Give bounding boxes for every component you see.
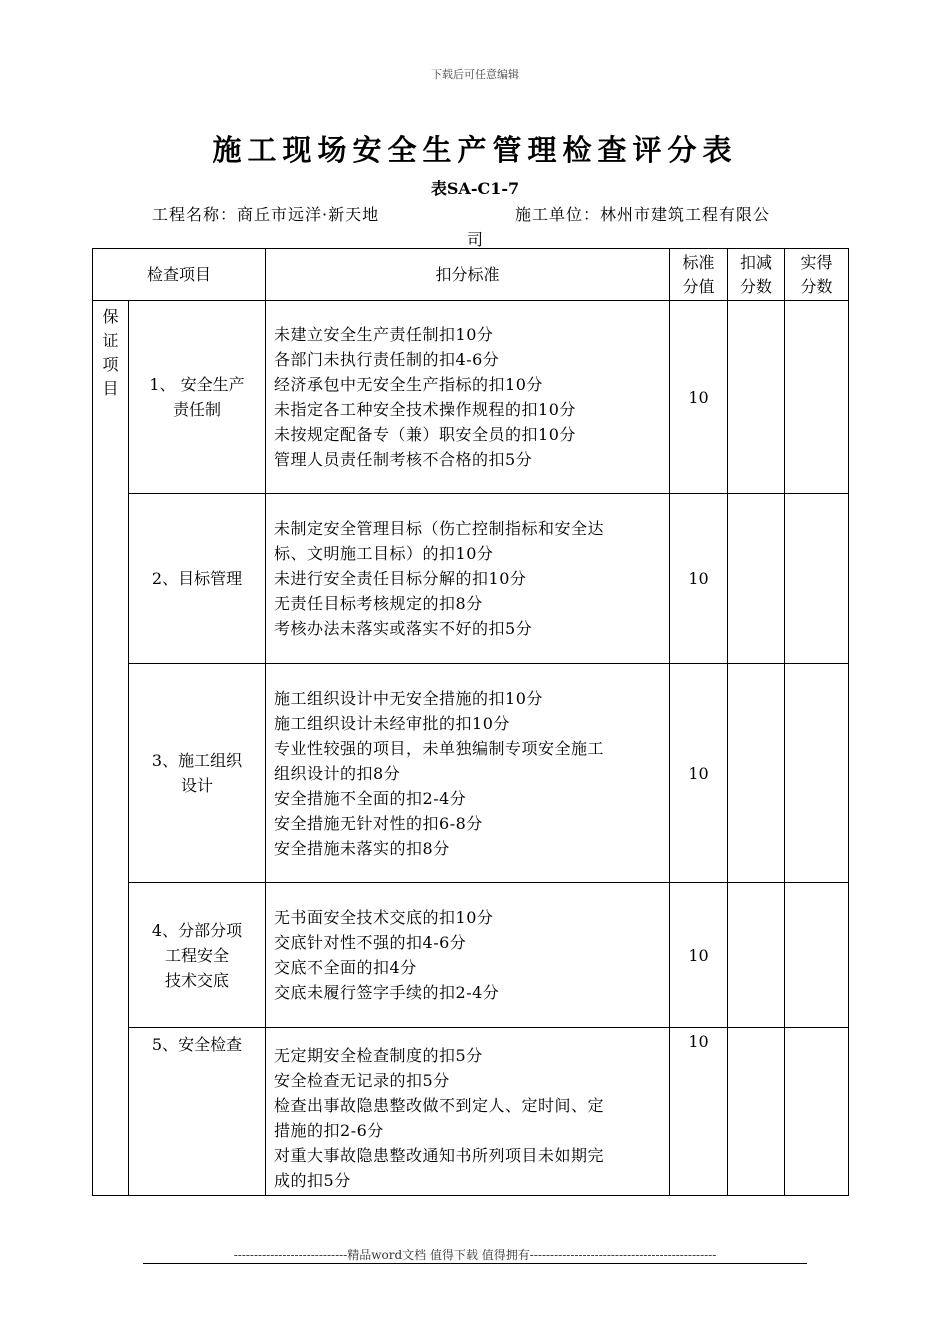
table-row bbox=[93, 883, 849, 1028]
item-line: 设计 bbox=[181, 776, 214, 795]
criteria-line: 措施的扣2-6分 bbox=[274, 1121, 384, 1140]
criteria-line: 未指定各工种安全技术操作规程的扣10分 bbox=[274, 400, 576, 419]
item-cell bbox=[129, 1028, 266, 1196]
criteria-line: 组织设计的扣8分 bbox=[274, 763, 401, 783]
criteria-cell bbox=[266, 1028, 670, 1196]
criteria-line: 专业性较强的项目，未单独编制专项安全施工 bbox=[274, 738, 605, 758]
deduct-score-cell[interactable] bbox=[728, 883, 785, 1028]
item-cell bbox=[129, 494, 266, 664]
category-cell bbox=[93, 301, 129, 1196]
criteria-line: 施工组织设计未经审批的扣10分 bbox=[274, 713, 510, 733]
item-cell bbox=[129, 883, 266, 1028]
actual-score-cell[interactable] bbox=[785, 1028, 849, 1196]
criteria-line: 未建立安全生产责任制扣10分 bbox=[274, 325, 494, 344]
criteria-line: 各部门未执行责任制的扣4-6分 bbox=[274, 350, 500, 369]
criteria-line: 未制定安全管理目标（伤亡控制指标和安全达 bbox=[274, 519, 605, 538]
actual-score-cell[interactable] bbox=[785, 664, 849, 883]
criteria-line: 安全措施不全面的扣2-4分 bbox=[274, 788, 467, 808]
header-standard bbox=[670, 249, 728, 301]
criteria-line: 未按规定配备专（兼）职安全员的扣10分 bbox=[274, 425, 576, 444]
item-line: 工程安全 bbox=[165, 945, 230, 965]
construction-unit-wrap: 司 bbox=[466, 230, 483, 249]
item-line: 2、目标管理 bbox=[151, 569, 243, 588]
actual-score-cell[interactable] bbox=[785, 301, 849, 494]
table-row bbox=[93, 1028, 849, 1196]
criteria-line: 管理人员责任制考核不合格的扣5分 bbox=[274, 450, 533, 469]
criteria-cell bbox=[266, 301, 670, 494]
criteria-line: 检查出事故隐患整改做不到定人、定时间、定 bbox=[274, 1096, 605, 1115]
footer-text: ----------------------------精品word文档 值得下载 值得拥有---------------------------------------------- bbox=[233, 1248, 717, 1262]
item-cell bbox=[129, 664, 266, 883]
criteria-line: 安全检查无记录的扣5分 bbox=[274, 1071, 450, 1090]
criteria-line: 经济承包中无安全生产指标的扣10分 bbox=[274, 375, 543, 394]
standard-score: 10 bbox=[670, 664, 728, 883]
deduct-score-cell[interactable] bbox=[728, 1028, 785, 1196]
table-row bbox=[93, 494, 849, 664]
deduct-score-cell[interactable] bbox=[728, 301, 785, 494]
criteria-line: 施工组织设计中无安全措施的扣10分 bbox=[274, 688, 543, 708]
table-row bbox=[93, 301, 849, 494]
project-name: 工程名称：商丘市远洋·新天地 bbox=[152, 205, 380, 224]
page-title: 施工现场安全生产管理检查评分表 bbox=[212, 133, 738, 167]
header-criteria: 扣分标准 bbox=[266, 249, 670, 301]
header-deduct-line1: 扣减 bbox=[740, 252, 773, 272]
criteria-line: 安全措施无针对性的扣6-8分 bbox=[274, 813, 483, 833]
criteria-line: 交底针对性不强的扣4-6分 bbox=[274, 933, 467, 952]
header-actual-line2: 分数 bbox=[800, 276, 833, 296]
criteria-line: 无责任目标考核规定的扣8分 bbox=[274, 594, 483, 613]
category-char: 保 bbox=[102, 307, 119, 326]
item-line: 4、分部分项 bbox=[151, 920, 243, 940]
header-deduct bbox=[728, 249, 785, 301]
criteria-cell bbox=[266, 494, 670, 664]
category-char: 证 bbox=[102, 331, 119, 350]
header-note: 下载后可任意编辑 bbox=[431, 68, 519, 81]
item-line: 责任制 bbox=[173, 400, 222, 419]
deduct-score-cell[interactable] bbox=[728, 494, 785, 664]
criteria-line: 考核办法未落实或落实不好的扣5分 bbox=[274, 619, 533, 638]
criteria-line: 交底未履行签字手续的扣2-4分 bbox=[274, 983, 500, 1002]
category-char: 目 bbox=[102, 379, 119, 398]
standard-score: 10 bbox=[670, 301, 728, 494]
criteria-cell bbox=[266, 883, 670, 1028]
criteria-line: 无书面安全技术交底的扣10分 bbox=[274, 908, 494, 927]
header-standard-line1: 标准 bbox=[682, 252, 715, 272]
standard-score: 10 bbox=[670, 883, 728, 1028]
header-item: 检查项目 bbox=[93, 249, 266, 301]
actual-score-cell[interactable] bbox=[785, 883, 849, 1028]
criteria-cell bbox=[266, 664, 670, 883]
header-deduct-line2: 分数 bbox=[740, 276, 773, 296]
score-table bbox=[92, 248, 849, 1196]
item-line: 1、 安全生产 bbox=[149, 375, 245, 394]
criteria-line: 无定期安全检查制度的扣5分 bbox=[274, 1046, 483, 1065]
item-line: 技术交底 bbox=[165, 970, 230, 990]
criteria-line: 未进行安全责任目标分解的扣10分 bbox=[274, 569, 527, 588]
criteria-line: 标、文明施工目标）的扣10分 bbox=[274, 544, 494, 563]
criteria-line: 安全措施未落实的扣8分 bbox=[274, 838, 450, 858]
construction-unit: 施工单位：林州市建筑工程有限公 bbox=[515, 205, 771, 224]
footer-divider bbox=[143, 1263, 807, 1264]
criteria-line: 对重大事故隐患整改通知书所列项目未如期完 bbox=[274, 1146, 605, 1165]
table-row bbox=[93, 664, 849, 883]
table-header-row bbox=[93, 249, 849, 301]
category-char: 项 bbox=[102, 355, 119, 374]
item-line: 3、施工组织 bbox=[151, 751, 243, 770]
header-standard-line2: 分值 bbox=[682, 276, 715, 296]
header-actual-line1: 实得 bbox=[800, 252, 833, 272]
deduct-score-cell[interactable] bbox=[728, 664, 785, 883]
form-code: 表SA-C1-7 bbox=[430, 179, 520, 198]
actual-score-cell[interactable] bbox=[785, 494, 849, 664]
item-line: 5、安全检查 bbox=[151, 1035, 243, 1054]
standard-score: 10 bbox=[670, 1028, 728, 1196]
item-cell bbox=[129, 301, 266, 494]
criteria-line: 成的扣5分 bbox=[274, 1171, 351, 1190]
criteria-line: 交底不全面的扣4分 bbox=[274, 958, 417, 977]
header-actual bbox=[785, 249, 849, 301]
standard-score: 10 bbox=[670, 494, 728, 664]
